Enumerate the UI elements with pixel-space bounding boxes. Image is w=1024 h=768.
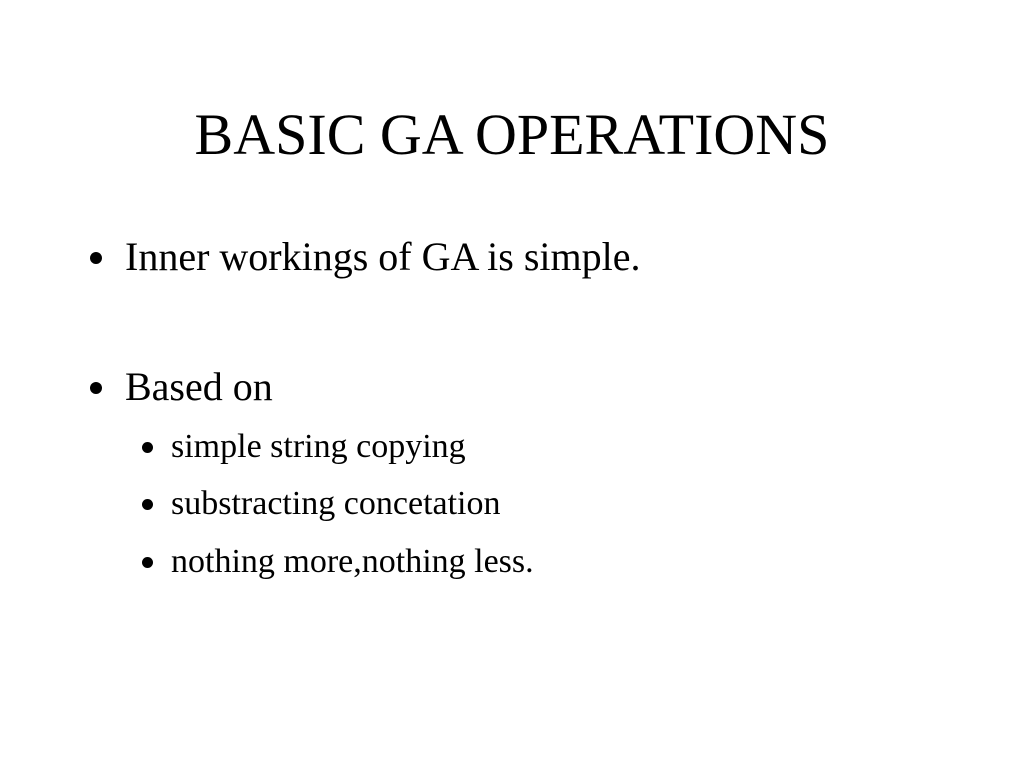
slide-title: BASIC GA OPERATIONS xyxy=(194,102,830,167)
bullet-item xyxy=(125,363,273,411)
sub-bullet-item xyxy=(171,542,534,582)
bullet-item xyxy=(125,233,641,281)
sub-bullet-text: nothing more,nothing less. xyxy=(171,543,534,580)
sub-bullet-text: simple string copying xyxy=(171,428,466,465)
sub-bullet-text: substracting concetation xyxy=(171,485,501,522)
sub-bullet-item xyxy=(171,484,501,524)
bullet-dot-icon xyxy=(142,442,153,453)
bullet-dot-icon xyxy=(142,499,153,510)
bullet-dot-icon xyxy=(90,382,102,394)
bullet-text: Based on xyxy=(125,364,273,409)
bullet-dot-icon xyxy=(90,252,102,264)
bullet-text: Inner workings of GA is simple. xyxy=(125,234,641,279)
sub-bullet-item xyxy=(171,427,466,467)
bullet-dot-icon xyxy=(142,557,153,568)
